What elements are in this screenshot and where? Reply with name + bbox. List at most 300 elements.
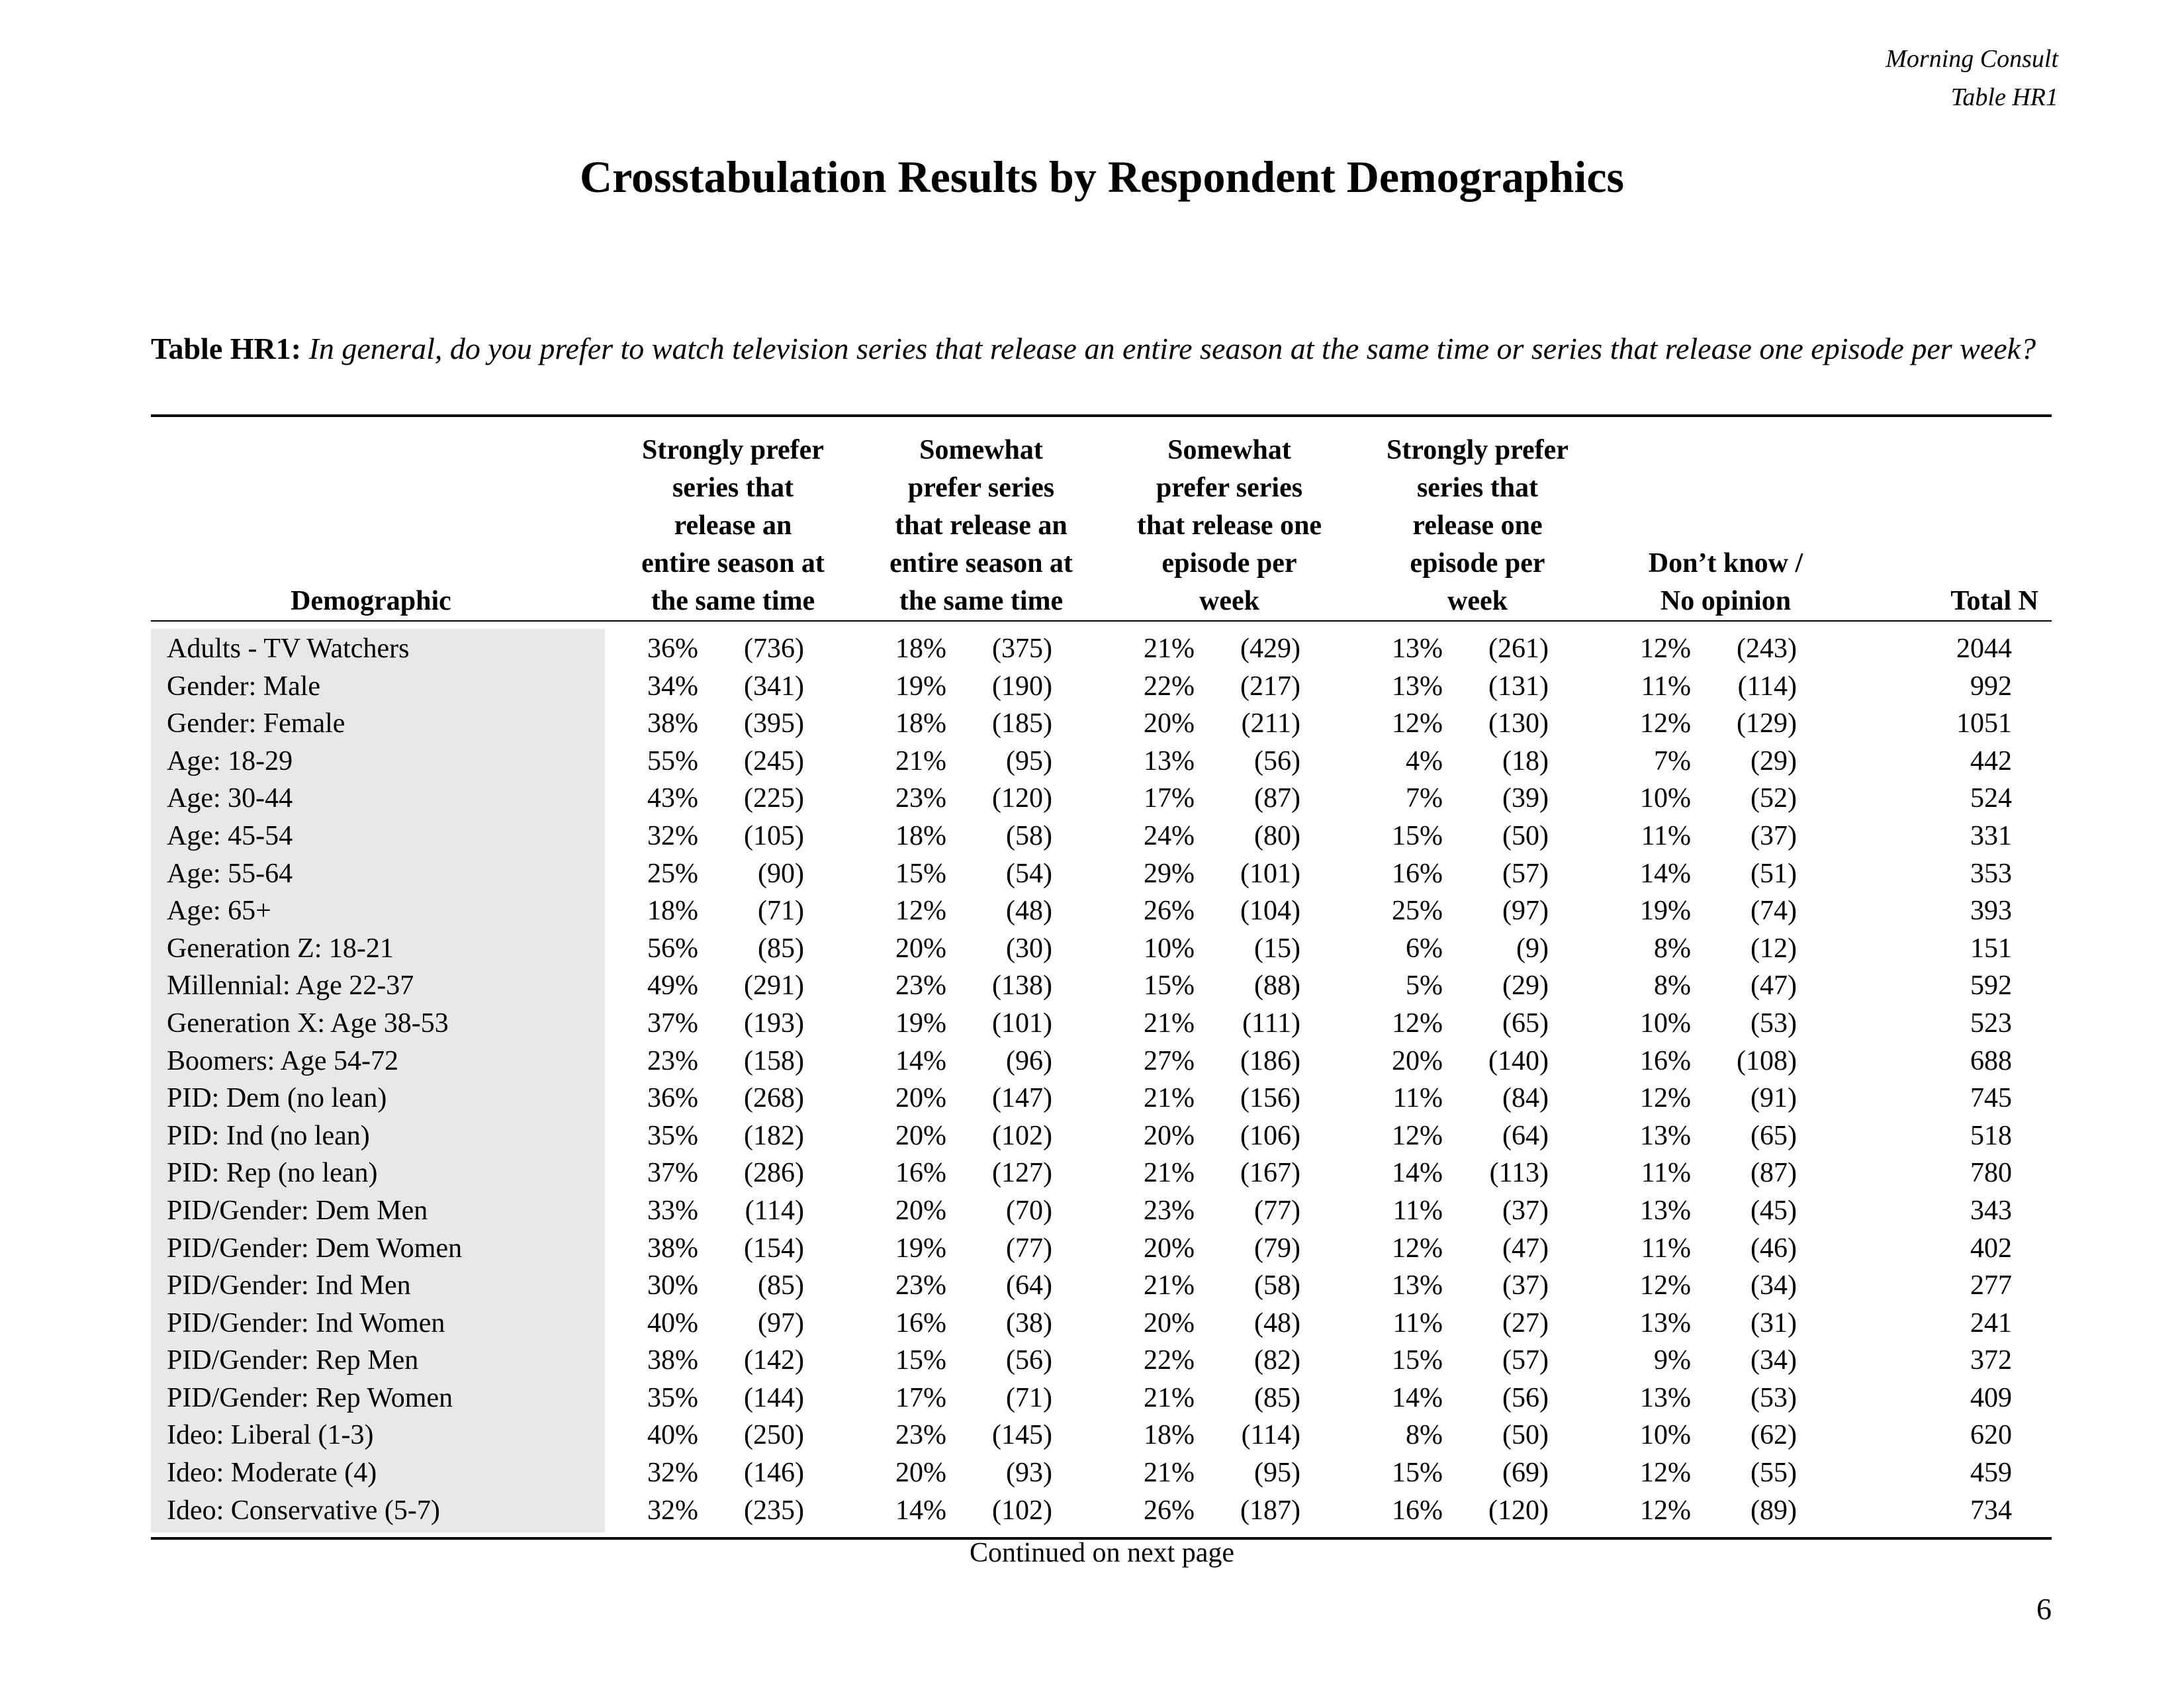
- cell-count: (37): [1751, 820, 1797, 851]
- cell-percent: 13%: [1640, 1120, 1691, 1151]
- cell-percent: 21%: [1144, 633, 1195, 664]
- table-row: [0, 1380, 2184, 1417]
- cell-count: (154): [744, 1233, 804, 1264]
- cell-count: (193): [744, 1008, 804, 1039]
- cell-percent: 20%: [1392, 1045, 1443, 1076]
- header-line: Strongly prefer: [642, 435, 824, 465]
- cell-count: (39): [1502, 783, 1549, 814]
- cell-count: (64): [1502, 1120, 1549, 1151]
- row-label: Generation Z: 18-21: [167, 933, 394, 964]
- cell-percent: 16%: [1640, 1045, 1691, 1076]
- cell-percent: 35%: [647, 1382, 698, 1413]
- cell-count: (37): [1502, 1270, 1549, 1301]
- cell-percent: 21%: [1144, 1158, 1195, 1189]
- header-line: release one: [1412, 510, 1543, 541]
- cell-count: (47): [1751, 970, 1797, 1002]
- header-line: series that: [672, 473, 794, 503]
- header-line: release an: [674, 510, 792, 541]
- cell-percent: 23%: [895, 1270, 946, 1301]
- cell-percent: 8%: [1654, 933, 1691, 964]
- table-row: [0, 1192, 2184, 1230]
- cell-count: (27): [1502, 1307, 1549, 1338]
- cell-percent: 36%: [647, 1083, 698, 1114]
- cell-percent: 15%: [895, 858, 946, 889]
- row-total-n: 241: [1970, 1307, 2012, 1338]
- cell-count: (268): [744, 1083, 804, 1114]
- header-line: Somewhat: [919, 435, 1043, 465]
- row-total-n: 409: [1970, 1382, 2012, 1413]
- cell-percent: 25%: [647, 858, 698, 889]
- cell-percent: 11%: [1641, 820, 1691, 851]
- cell-percent: 18%: [1144, 1420, 1195, 1451]
- table-row: [0, 780, 2184, 818]
- cell-percent: 30%: [647, 1270, 698, 1301]
- cell-percent: 20%: [895, 933, 946, 964]
- row-label: Age: 65+: [167, 896, 271, 927]
- cell-count: (217): [1240, 671, 1300, 702]
- cell-percent: 20%: [1144, 1233, 1195, 1264]
- cell-percent: 6%: [1406, 933, 1443, 964]
- row-label: PID/Gender: Dem Men: [167, 1195, 428, 1226]
- row-label: PID: Ind (no lean): [167, 1120, 370, 1151]
- cell-percent: 22%: [1144, 671, 1195, 702]
- row-total-n: 393: [1970, 896, 2012, 927]
- row-label: PID/Gender: Ind Women: [167, 1307, 445, 1338]
- header-line: entire season at: [641, 548, 825, 579]
- cell-count: (286): [744, 1158, 804, 1189]
- cell-count: (31): [1751, 1307, 1797, 1338]
- row-total-n: 734: [1970, 1495, 2012, 1526]
- cell-percent: 43%: [647, 783, 698, 814]
- cell-percent: 21%: [1144, 1008, 1195, 1039]
- cell-count: (235): [744, 1495, 804, 1526]
- cell-count: (130): [1488, 708, 1549, 739]
- cell-percent: 32%: [647, 1495, 698, 1526]
- cell-count: (48): [1006, 896, 1052, 927]
- cell-count: (167): [1240, 1158, 1300, 1189]
- cell-count: (96): [1006, 1045, 1052, 1076]
- table-row: [0, 1117, 2184, 1155]
- cell-percent: 23%: [1144, 1195, 1195, 1226]
- cell-percent: 16%: [1392, 858, 1443, 889]
- cell-percent: 23%: [895, 783, 946, 814]
- cell-count: (30): [1006, 933, 1052, 964]
- cell-count: (211): [1241, 708, 1300, 739]
- row-label: Age: 45-54: [167, 820, 293, 851]
- row-total-n: 992: [1970, 671, 2012, 702]
- row-label: Ideo: Liberal (1-3): [167, 1420, 374, 1451]
- cell-percent: 12%: [895, 896, 946, 927]
- cell-count: (101): [1240, 858, 1300, 889]
- cell-count: (12): [1751, 933, 1797, 964]
- cell-count: (84): [1502, 1083, 1549, 1114]
- row-total-n: 459: [1970, 1458, 2012, 1489]
- cell-percent: 12%: [1392, 1120, 1443, 1151]
- cell-percent: 14%: [895, 1045, 946, 1076]
- header-table-ref: Table HR1: [1950, 83, 2058, 111]
- row-total-n: 780: [1970, 1158, 2012, 1189]
- table-row: [0, 892, 2184, 930]
- cell-count: (74): [1751, 896, 1797, 927]
- table-row: [0, 705, 2184, 743]
- question-text: In general, do you prefer to watch television series that release an entire season at the same time or series that release one episode per week?: [308, 332, 2036, 365]
- header-org: Morning Consult: [1886, 45, 2058, 73]
- table-row: [0, 930, 2184, 968]
- row-label: Gender: Male: [167, 671, 321, 702]
- header-line: week: [1199, 586, 1259, 616]
- cell-percent: 7%: [1654, 745, 1691, 776]
- cell-percent: 13%: [1640, 1382, 1691, 1413]
- cell-percent: 15%: [1144, 970, 1195, 1002]
- cell-percent: 11%: [1641, 1158, 1691, 1189]
- cell-percent: 4%: [1406, 745, 1443, 776]
- page-title: Crosstabulation Results by Respondent Demographics: [579, 152, 1625, 202]
- cell-count: (375): [992, 633, 1052, 664]
- cell-count: (64): [1006, 1270, 1052, 1301]
- cell-percent: 20%: [895, 1120, 946, 1151]
- cell-percent: 12%: [1640, 1495, 1691, 1526]
- table-row: [0, 630, 2184, 668]
- cell-percent: 37%: [647, 1008, 698, 1039]
- cell-percent: 36%: [647, 633, 698, 664]
- table-row: [0, 855, 2184, 893]
- cell-count: (87): [1254, 783, 1300, 814]
- cell-percent: 18%: [895, 633, 946, 664]
- cell-percent: 15%: [1392, 820, 1443, 851]
- table-row: [0, 743, 2184, 780]
- cell-count: (95): [1006, 745, 1052, 776]
- cell-count: (58): [1254, 1270, 1300, 1301]
- cell-percent: 21%: [895, 745, 946, 776]
- cell-count: (57): [1502, 858, 1549, 889]
- cell-count: (97): [1502, 896, 1549, 927]
- row-total-n: 402: [1970, 1233, 2012, 1264]
- cell-percent: 29%: [1144, 858, 1195, 889]
- cell-count: (88): [1254, 970, 1300, 1002]
- header-divider-rule: [151, 620, 2052, 622]
- row-label: PID/Gender: Rep Men: [167, 1345, 419, 1376]
- cell-percent: 20%: [895, 1195, 946, 1226]
- cell-count: (147): [992, 1083, 1052, 1114]
- cell-count: (15): [1254, 933, 1300, 964]
- cell-percent: 19%: [1640, 896, 1691, 927]
- question-label: Table HR1:: [151, 332, 302, 365]
- cell-count: (77): [1006, 1233, 1052, 1264]
- cell-percent: 33%: [647, 1195, 698, 1226]
- cell-count: (101): [992, 1008, 1052, 1039]
- cell-count: (91): [1751, 1083, 1797, 1114]
- cell-count: (429): [1240, 633, 1300, 664]
- cell-percent: 16%: [1392, 1495, 1443, 1526]
- cell-count: (57): [1502, 1345, 1549, 1376]
- cell-percent: 11%: [1641, 671, 1691, 702]
- table-row: [0, 1230, 2184, 1268]
- cell-count: (18): [1502, 745, 1549, 776]
- cell-percent: 13%: [1392, 1270, 1443, 1301]
- cell-count: (186): [1240, 1045, 1300, 1076]
- column-header-somewhat-weekly: [1112, 432, 1347, 620]
- cell-percent: 18%: [895, 820, 946, 851]
- cell-percent: 20%: [1144, 1307, 1195, 1338]
- cell-percent: 7%: [1406, 783, 1443, 814]
- cell-count: (395): [744, 708, 804, 739]
- cell-count: (190): [992, 671, 1052, 702]
- table-row: [0, 1154, 2184, 1192]
- row-total-n: 442: [1970, 745, 2012, 776]
- cell-count: (29): [1751, 745, 1797, 776]
- cell-count: (120): [992, 783, 1052, 814]
- cell-percent: 26%: [1144, 896, 1195, 927]
- cell-count: (129): [1737, 708, 1797, 739]
- cell-percent: 20%: [895, 1083, 946, 1114]
- row-total-n: 523: [1970, 1008, 2012, 1039]
- cell-percent: 14%: [1392, 1158, 1443, 1189]
- cell-percent: 12%: [1640, 1083, 1691, 1114]
- cell-count: (90): [758, 858, 804, 889]
- cell-percent: 14%: [1392, 1382, 1443, 1413]
- cell-count: (182): [744, 1120, 804, 1151]
- header-line: that release an: [895, 510, 1068, 541]
- cell-count: (106): [1240, 1120, 1300, 1151]
- cell-count: (70): [1006, 1195, 1052, 1226]
- cell-count: (65): [1502, 1008, 1549, 1039]
- cell-count: (341): [744, 671, 804, 702]
- cell-count: (65): [1751, 1120, 1797, 1151]
- cell-count: (51): [1751, 858, 1797, 889]
- cell-count: (87): [1751, 1158, 1797, 1189]
- cell-percent: 27%: [1144, 1045, 1195, 1076]
- cell-percent: 18%: [647, 896, 698, 927]
- row-total-n: 524: [1970, 783, 2012, 814]
- cell-count: (69): [1502, 1458, 1549, 1489]
- row-label: Gender: Female: [167, 708, 345, 739]
- cell-count: (9): [1516, 933, 1549, 964]
- table-row: [0, 1267, 2184, 1305]
- row-label: Age: 30-44: [167, 783, 293, 814]
- row-total-n: 592: [1970, 970, 2012, 1002]
- cell-percent: 34%: [647, 671, 698, 702]
- row-label: PID: Dem (no lean): [167, 1083, 387, 1114]
- cell-percent: 49%: [647, 970, 698, 1002]
- cell-count: (85): [1254, 1382, 1300, 1413]
- cell-percent: 38%: [647, 1345, 698, 1376]
- cell-percent: 19%: [895, 671, 946, 702]
- header-line: No opinion: [1660, 586, 1792, 616]
- cell-count: (131): [1488, 671, 1549, 702]
- cell-count: (56): [1502, 1382, 1549, 1413]
- header-line: Don’t know /: [1648, 548, 1803, 579]
- cell-count: (85): [758, 1270, 804, 1301]
- cell-percent: 32%: [647, 820, 698, 851]
- row-label: Millennial: Age 22-37: [167, 970, 414, 1002]
- cell-count: (53): [1751, 1008, 1797, 1039]
- cell-count: (113): [1489, 1158, 1549, 1189]
- header-line: week: [1447, 586, 1508, 616]
- table-row: [0, 1005, 2184, 1043]
- cell-count: (80): [1254, 820, 1300, 851]
- table-row: [0, 1043, 2184, 1080]
- cell-percent: 38%: [647, 1233, 698, 1264]
- header-line: episode per: [1161, 548, 1297, 579]
- cell-percent: 21%: [1144, 1270, 1195, 1301]
- table-row: [0, 1305, 2184, 1342]
- cell-count: (48): [1254, 1307, 1300, 1338]
- header-line: the same time: [899, 586, 1064, 616]
- cell-percent: 11%: [1392, 1083, 1443, 1114]
- cell-count: (243): [1737, 633, 1797, 664]
- cell-percent: 10%: [1640, 783, 1691, 814]
- column-header-strongly-season: [615, 432, 850, 620]
- row-total-n: 688: [1970, 1045, 2012, 1076]
- cell-count: (185): [992, 708, 1052, 739]
- cell-count: (111): [1242, 1008, 1300, 1039]
- cell-count: (140): [1488, 1045, 1549, 1076]
- header-line: entire season at: [889, 548, 1073, 579]
- cell-percent: 13%: [1144, 745, 1195, 776]
- column-header-demographic: Demographic: [291, 586, 451, 616]
- table-top-rule: [151, 414, 2052, 417]
- cell-count: (58): [1006, 820, 1052, 851]
- cell-percent: 10%: [1640, 1008, 1691, 1039]
- table-row: [0, 1454, 2184, 1492]
- cell-percent: 12%: [1640, 708, 1691, 739]
- cell-percent: 10%: [1144, 933, 1195, 964]
- cell-percent: 9%: [1654, 1345, 1691, 1376]
- cell-count: (56): [1254, 745, 1300, 776]
- table-row: [0, 1492, 2184, 1530]
- header-line: the same time: [651, 586, 815, 616]
- column-header-total-n: Total N: [1950, 586, 2038, 616]
- cell-count: (55): [1751, 1458, 1797, 1489]
- cell-percent: 19%: [895, 1008, 946, 1039]
- cell-percent: 11%: [1392, 1307, 1443, 1338]
- cell-count: (138): [992, 970, 1052, 1002]
- cell-percent: 11%: [1392, 1195, 1443, 1226]
- cell-percent: 20%: [1144, 708, 1195, 739]
- row-label: Ideo: Moderate (4): [167, 1458, 377, 1489]
- cell-count: (736): [744, 633, 804, 664]
- cell-count: (71): [758, 896, 804, 927]
- cell-percent: 55%: [647, 745, 698, 776]
- table-row: [0, 1417, 2184, 1454]
- row-label: Generation X: Age 38-53: [167, 1008, 449, 1039]
- row-total-n: 518: [1970, 1120, 2012, 1151]
- cell-count: (34): [1751, 1345, 1797, 1376]
- row-label: Adults - TV Watchers: [167, 633, 410, 664]
- cell-percent: 23%: [895, 1420, 946, 1451]
- table-row: [0, 818, 2184, 855]
- cell-percent: 14%: [895, 1495, 946, 1526]
- cell-count: (54): [1006, 858, 1052, 889]
- row-label: Age: 55-64: [167, 858, 293, 889]
- cell-count: (71): [1006, 1382, 1052, 1413]
- row-total-n: 353: [1970, 858, 2012, 889]
- cell-count: (156): [1240, 1083, 1300, 1114]
- cell-percent: 20%: [895, 1458, 946, 1489]
- cell-percent: 10%: [1640, 1420, 1691, 1451]
- row-label: PID: Rep (no lean): [167, 1158, 378, 1189]
- cell-percent: 24%: [1144, 820, 1195, 851]
- row-total-n: 343: [1970, 1195, 2012, 1226]
- cell-percent: 56%: [647, 933, 698, 964]
- cell-percent: 17%: [895, 1382, 946, 1413]
- cell-count: (102): [992, 1120, 1052, 1151]
- table-row: [0, 1342, 2184, 1380]
- cell-percent: 21%: [1144, 1382, 1195, 1413]
- cell-percent: 22%: [1144, 1345, 1195, 1376]
- header-line: episode per: [1410, 548, 1545, 579]
- cell-count: (120): [1488, 1495, 1549, 1526]
- cell-count: (104): [1240, 896, 1300, 927]
- cell-count: (105): [744, 820, 804, 851]
- page-header: [1886, 40, 2058, 117]
- cell-percent: 13%: [1392, 633, 1443, 664]
- cell-count: (77): [1254, 1195, 1300, 1226]
- column-header-dont-know: [1608, 545, 1843, 620]
- cell-count: (56): [1006, 1345, 1052, 1376]
- cell-count: (50): [1502, 820, 1549, 851]
- cell-percent: 12%: [1640, 1458, 1691, 1489]
- header-line: prefer series: [1156, 473, 1303, 503]
- row-label: Boomers: Age 54-72: [167, 1045, 398, 1076]
- column-header-somewhat-season: [864, 432, 1099, 620]
- cell-count: (34): [1751, 1270, 1797, 1301]
- row-total-n: 331: [1970, 820, 2012, 851]
- header-line: prefer series: [907, 473, 1055, 503]
- continued-note: Continued on next page: [969, 1538, 1235, 1568]
- cell-count: (45): [1751, 1195, 1797, 1226]
- cell-percent: 12%: [1392, 1008, 1443, 1039]
- cell-percent: 13%: [1640, 1307, 1691, 1338]
- row-label: PID/Gender: Ind Men: [167, 1270, 411, 1301]
- header-line: Strongly prefer: [1387, 435, 1569, 465]
- cell-count: (108): [1737, 1045, 1797, 1076]
- cell-percent: 12%: [1392, 1233, 1443, 1264]
- cell-count: (127): [992, 1158, 1052, 1189]
- cell-count: (52): [1751, 783, 1797, 814]
- cell-percent: 15%: [1392, 1345, 1443, 1376]
- page-number: 6: [2036, 1592, 2052, 1626]
- cell-count: (53): [1751, 1382, 1797, 1413]
- row-total-n: 372: [1970, 1345, 2012, 1376]
- cell-percent: 35%: [647, 1120, 698, 1151]
- row-total-n: 2044: [1956, 633, 2012, 664]
- row-label: Ideo: Conservative (5-7): [167, 1495, 440, 1526]
- cell-count: (250): [744, 1420, 804, 1451]
- row-label: PID/Gender: Dem Women: [167, 1233, 463, 1264]
- cell-count: (47): [1502, 1233, 1549, 1264]
- row-total-n: 151: [1970, 933, 2012, 964]
- header-line: that release one: [1136, 510, 1322, 541]
- cell-percent: 17%: [1144, 783, 1195, 814]
- cell-percent: 13%: [1640, 1195, 1691, 1226]
- table-body: [0, 630, 2184, 1529]
- cell-percent: 40%: [647, 1307, 698, 1338]
- cell-percent: 32%: [647, 1458, 698, 1489]
- cell-count: (114): [745, 1195, 804, 1226]
- cell-percent: 13%: [1392, 671, 1443, 702]
- cell-percent: 38%: [647, 708, 698, 739]
- cell-count: (37): [1502, 1195, 1549, 1226]
- cell-count: (261): [1488, 633, 1549, 664]
- row-total-n: 745: [1970, 1083, 2012, 1114]
- row-label: Age: 18-29: [167, 745, 293, 776]
- row-total-n: 1051: [1956, 708, 2012, 739]
- header-line: Somewhat: [1167, 435, 1291, 465]
- cell-percent: 20%: [1144, 1120, 1195, 1151]
- cell-count: (142): [744, 1345, 804, 1376]
- cell-percent: 40%: [647, 1420, 698, 1451]
